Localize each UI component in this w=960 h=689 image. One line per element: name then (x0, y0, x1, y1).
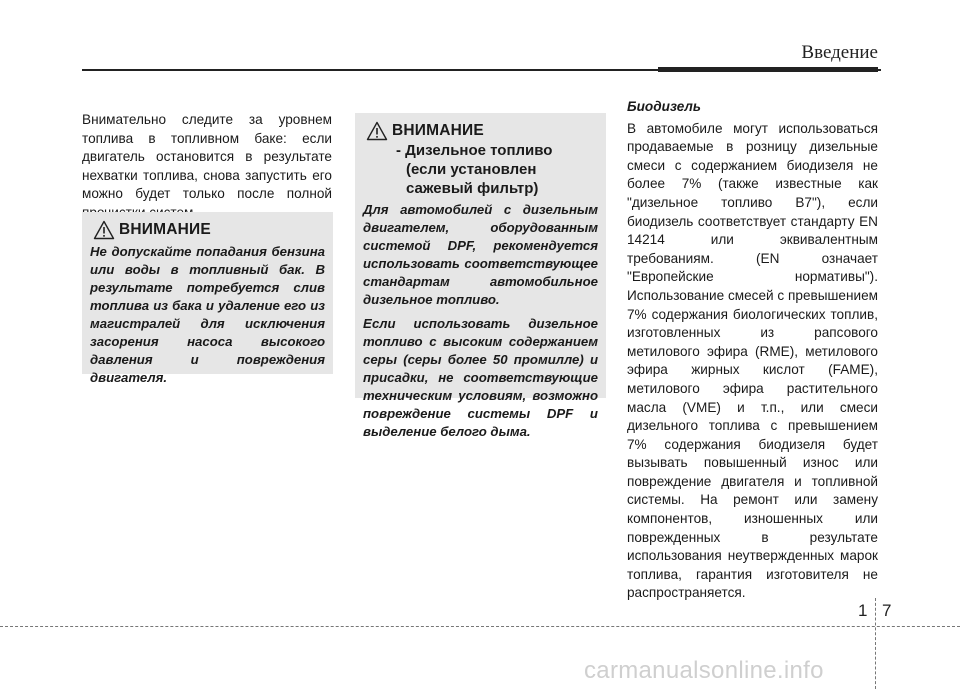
footer-divider (0, 626, 960, 627)
warning-subtitle-line3: сажевый фильтр) (406, 180, 539, 197)
warning-box-diesel (355, 113, 606, 439)
biodiesel-section (627, 98, 878, 603)
warning-triangle-icon (93, 220, 115, 240)
watermark: carmanualsonline.info (584, 657, 824, 684)
warning-title: ВНИМАНИЕ (392, 122, 484, 139)
section-title: Введение (801, 42, 878, 63)
header-rule-accent (658, 67, 878, 72)
biodiesel-heading: Биодизель (627, 99, 701, 114)
chapter-number: 1 (858, 601, 868, 620)
warning-header (362, 121, 599, 141)
warning-text-dpf: Для автомобилей с дизельным двигателем, оборудованным системой DPF, рекомендуется использовать соответствующее стандартам автомобильное дизельное топливо. (363, 202, 598, 307)
biodiesel-text: В автомобиле могут использоваться продаваемые в розницу дизельные смеси с содержанием биодизеля не более 7% (также известные как "дизельное топливо B7"), если биодизель соответствует стандарту EN 14214 или эквивалентным требованиям. (EN означает "Европейские нормативы"). Использование смесей с превышением 7% содержания биологических топлив, изготовленных из рапсового метилового эфира (RME), метилового эфира жирных кислот (FAME), метилового эфира растительного масла (VME) и т.п., или смеси дизельного топлива с превышением 7% содержания биодизеля будет вызывать повышенный износ или повреждение двигателя и топливной системы. На ремонт или замену компонентов, изношенных или поврежденных в результате использования неутвержденных марок топлива, гарантия изготовителя не распространяется. (627, 120, 878, 601)
warning-text-sulfur: Если использовать дизельное топливо с высоким содержанием серы (серы более 50 промилле) и присадки, не соответствующие техническим условиям, возможно повреждение системы DPF и выделение белого дыма. (363, 316, 598, 439)
warning-box-gasoline (82, 212, 333, 385)
fuel-level-text: Внимательно следите за уровнем топлива в топливном баке: если двигатель остановится в результате нехватки топлива, снова запустить его можно будет только после полной (82, 112, 332, 202)
warning-header (89, 220, 326, 240)
page-number: 7 (882, 601, 892, 620)
fuel-level-paragraph (82, 111, 332, 223)
warning-triangle-icon (366, 121, 388, 141)
warning-text: Не допускайте попадания бензина или воды в топливный бак. В результате потребуется слив топлива из бака и удаление его из магистралей для исключения засорения насоса высокого давления и повреждения двигателя. (90, 244, 325, 385)
warning-title: ВНИМАНИЕ (119, 221, 211, 238)
warning-subtitle-line1: - Дизельное топливо (396, 142, 553, 159)
footer-vertical-divider (875, 598, 876, 689)
warning-subtitle-line2: (если установлен (406, 161, 537, 178)
